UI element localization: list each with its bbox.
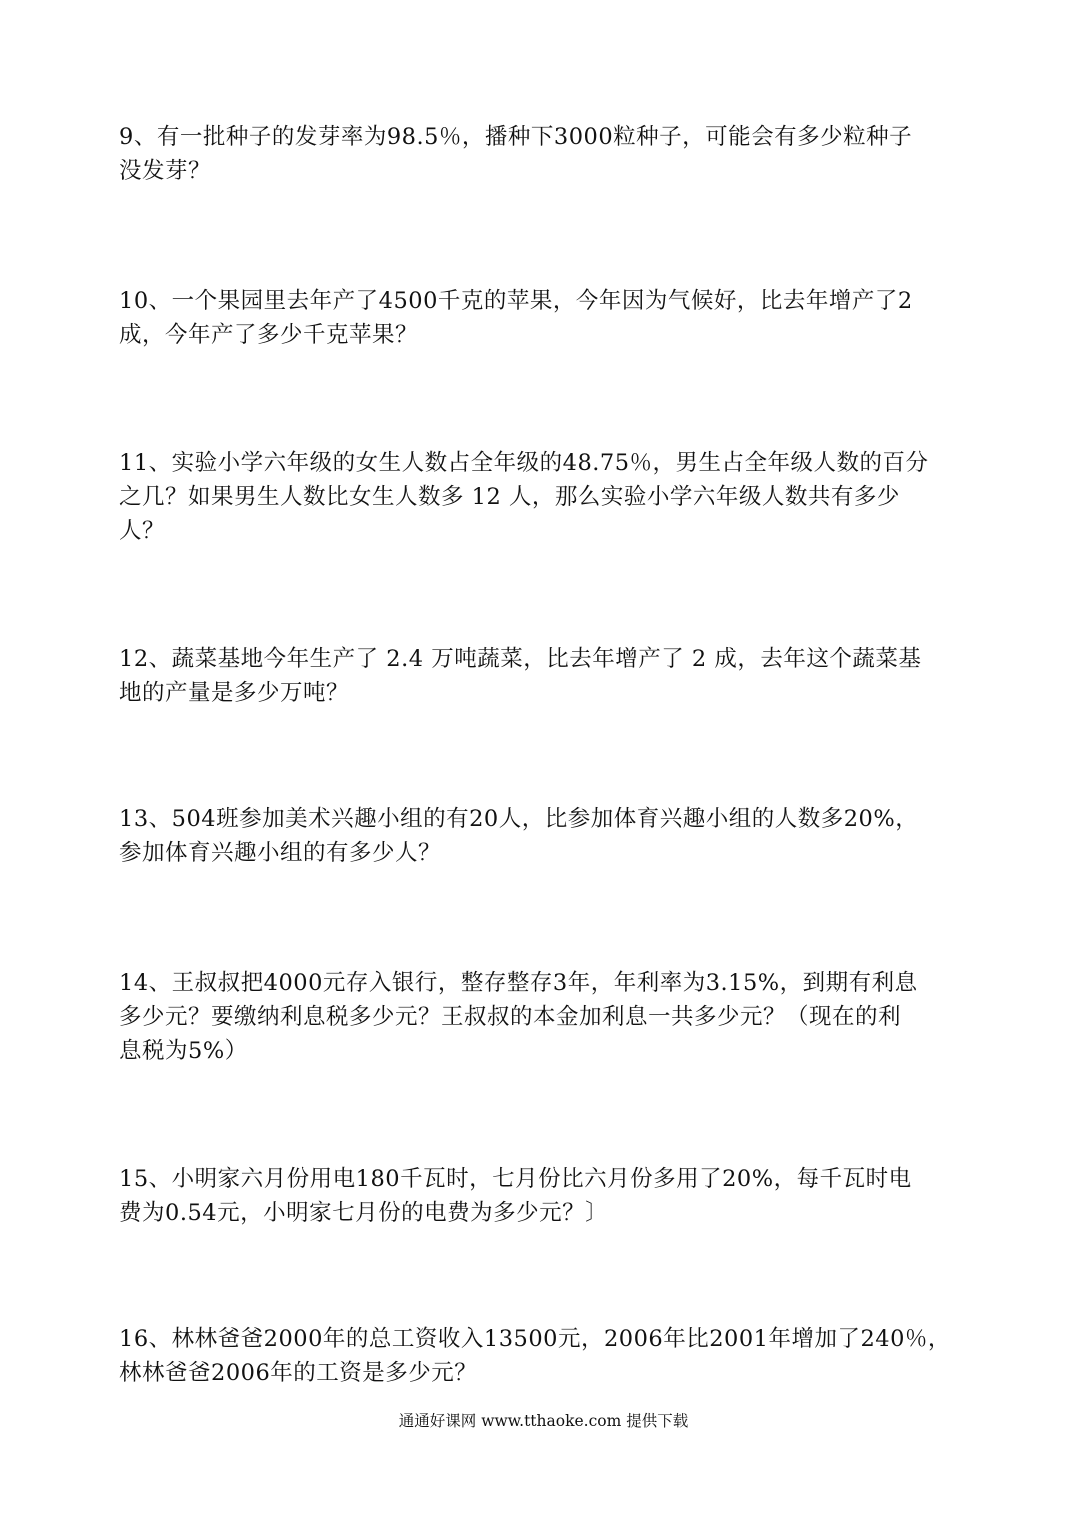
problem-line: 息税为5%） [119, 1038, 248, 1064]
problem-line: 多少元？要缴纳利息税多少元？王叔叔的本金加利息一共多少元？（现在的利 [119, 1004, 902, 1030]
problem-line: 人？ [119, 518, 166, 544]
problem-line: 13、504班参加美术兴趣小组的有20人，比参加体育兴趣小组的人数多20%， [119, 806, 919, 832]
problem-14 [119, 966, 971, 1068]
problem-16 [119, 1322, 971, 1390]
problem-line: 11、实验小学六年级的女生人数占全年级的48.75％，男生占全年级人数的百分 [119, 450, 929, 476]
problem-line: 10、一个果园里去年产了4500千克的苹果，今年因为气候好，比去年增产了2 [119, 288, 913, 314]
problem-line: 14、王叔叔把4000元存入银行，整存整存3年，年利率为3.15%，到期有利息 [119, 970, 918, 996]
problem-line: 之几？如果男生人数比女生人数多 12 人，那么实验小学六年级人数共有多少 [119, 484, 900, 510]
problem-line: 林林爸爸2006年的工资是多少元？ [119, 1360, 478, 1386]
problem-line: 15、小明家六月份用电180千瓦时，七月份比六月份多用了20%，每千瓦时电 [119, 1166, 912, 1192]
problem-9 [119, 120, 971, 188]
problem-10 [119, 284, 971, 352]
problem-line: 参加体育兴趣小组的有多少人？ [119, 840, 442, 866]
page-footer: 通通好课网 www.tthaoke.com 提供下载 [398, 1412, 689, 1430]
problem-line: 9、有一批种子的发芽率为98.5％，播种下3000粒种子，可能会有多少粒种子 [119, 124, 913, 150]
problem-line: 16、林林爸爸2000年的总工资收入13500元，2006年比2001年增加了240％， [119, 1326, 951, 1352]
problem-line: 没发芽？ [119, 158, 212, 184]
problem-line: 地的产量是多少万吨？ [119, 680, 350, 706]
problem-12 [119, 642, 971, 710]
problem-line: 12、蔬菜基地今年生产了 2.4 万吨蔬菜，比去年增产了 2 成，去年这个蔬菜基 [119, 646, 922, 672]
problem-15 [119, 1162, 971, 1230]
problem-line: 成，今年产了多少千克苹果？ [119, 322, 419, 348]
problem-line: 费为0.54元，小明家七月份的电费为多少元？〕 [119, 1200, 609, 1226]
problem-11 [119, 446, 971, 548]
problem-13 [119, 802, 971, 870]
